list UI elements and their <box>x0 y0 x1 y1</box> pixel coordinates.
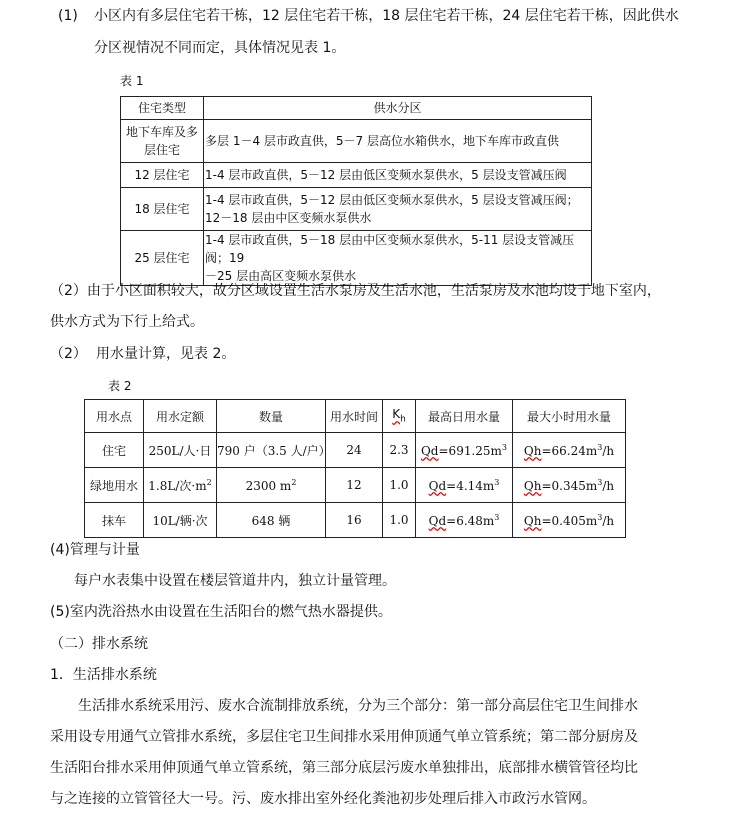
para6-line1: 生活排水系统采用污、废水合流制排放系统，分为三个部分：第一部分高层住宅卫生间排水 <box>78 698 638 714</box>
cell-time: 16 <box>326 503 383 538</box>
table-row <box>85 468 626 503</box>
cell-quota <box>144 468 217 503</box>
cell-hourly <box>513 433 626 468</box>
table-cell-type: 18 层住宅 <box>121 188 204 231</box>
para2-line2: 供水方式为下行上给式。 <box>50 314 204 330</box>
cell-qty: 648 辆 <box>217 503 326 538</box>
qh-label: Qh <box>523 478 542 493</box>
qd-value: =691.25m <box>438 443 502 458</box>
qd-label: Qd <box>428 513 447 528</box>
cell-quota: 250L/人·日 <box>144 433 217 468</box>
unit-sup: 2 <box>206 477 212 487</box>
table-row <box>121 163 592 188</box>
table-cell-desc <box>204 188 592 231</box>
para4-heading: (4)管理与计量 <box>50 542 140 558</box>
qh-label: Qh <box>523 513 542 528</box>
qd-label: Qd <box>428 478 447 493</box>
cell-daily <box>416 503 513 538</box>
table1-caption: 表 1 <box>120 74 144 88</box>
cell-point: 住宅 <box>85 433 144 468</box>
table-row <box>121 120 592 163</box>
cell-line: 12－18 层由中区变频水泵供水 <box>205 211 372 225</box>
qh-value: =0.345m <box>541 478 598 493</box>
qd-value: =6.48m <box>446 513 495 528</box>
table-cell-type: 12 层住宅 <box>121 163 204 188</box>
cell-k: 1.0 <box>383 503 416 538</box>
cell-k: 1.0 <box>383 468 416 503</box>
table-row <box>85 503 626 538</box>
cell-time: 24 <box>326 433 383 468</box>
header-daily: 最高日用水量 <box>416 400 513 433</box>
header-time: 用水时间 <box>326 400 383 433</box>
unit-sup: 3 <box>494 512 500 522</box>
cell-point: 绿地用水 <box>85 468 144 503</box>
table-cell-type <box>121 120 204 163</box>
cell-daily <box>416 433 513 468</box>
para4-text: 每户水表集中设置在楼层管道井内，独立计量管理。 <box>74 573 396 589</box>
cell-time: 12 <box>326 468 383 503</box>
table-header-row <box>85 400 626 433</box>
para1-number: (1) <box>58 8 78 24</box>
qh-value: =0.405m <box>541 513 598 528</box>
para1-line1: 小区内有多层住宅若干栋，12 层住宅若干栋，18 层住宅若干栋，24 层住宅若干栋，因此供水 <box>94 8 679 24</box>
qty-value: 2300 m <box>245 478 292 493</box>
header-point: 用水点 <box>85 400 144 433</box>
qh-unit: /h <box>602 443 615 458</box>
para2-line1: （2）由于小区面积较大，故分区域设置生活水泵房及生活水池，生活泵房及水池均设于地下室内， <box>50 283 661 299</box>
cell-hourly <box>513 468 626 503</box>
table1-header-type: 住宅类型 <box>121 97 204 120</box>
unit-sup: 3 <box>494 477 500 487</box>
table-row <box>121 188 592 231</box>
unit-sup: 3 <box>597 477 603 487</box>
header-k <box>383 400 416 433</box>
unit-sup: 2 <box>291 477 297 487</box>
table-row <box>85 433 626 468</box>
qh-unit: /h <box>602 478 615 493</box>
cell-quota: 10L/辆·次 <box>144 503 217 538</box>
cell-daily <box>416 468 513 503</box>
table2-caption: 表 2 <box>108 379 132 393</box>
section-heading: （二）排水系统 <box>50 636 148 652</box>
table1-header-zone: 供水分区 <box>204 97 592 120</box>
cell-line: 1-4 层市政直供，5－12 层由低区变频水泵供水，5 层设支管减压阀； <box>205 193 579 207</box>
cell-qty: 790 户（3.5 人/户） <box>217 433 326 468</box>
k-main: K <box>392 407 401 422</box>
table-cell-desc <box>204 231 592 286</box>
table-cell-desc: 1-4 层市政直供，5－12 层由低区变频水泵供水，5 层设支管减压阀 <box>204 163 592 188</box>
cell-line: 层住宅 <box>143 143 180 157</box>
cell-line: －25 层由高区变频水泵供水 <box>205 269 357 283</box>
qh-label: Qh <box>523 443 542 458</box>
unit-sup: 3 <box>597 442 603 452</box>
qh-unit: /h <box>602 513 615 528</box>
para3-number: （2） <box>50 346 87 362</box>
para6-line3: 生活阳台排水采用伸顶通气单立管系统，第三部分底层污废水单独排出，底部排水横管管径均比 <box>50 760 638 776</box>
quota-value: 1.8L/次·m <box>148 478 207 493</box>
qh-value: =66.24m <box>541 443 598 458</box>
header-hourly: 最大小时用水量 <box>513 400 626 433</box>
table1 <box>120 96 592 286</box>
table-cell-type: 25 层住宅 <box>121 231 204 286</box>
unit-sup: 3 <box>501 442 508 452</box>
cell-qty <box>217 468 326 503</box>
table2 <box>84 399 626 538</box>
header-qty: 数量 <box>217 400 326 433</box>
cell-k: 2.3 <box>383 433 416 468</box>
table-row <box>121 231 592 286</box>
unit-sup: 3 <box>597 512 603 522</box>
para1-line2: 分区视情况不同而定，具体情况见表 1。 <box>94 40 346 56</box>
cell-hourly <box>513 503 626 538</box>
cell-line: 地下车库及多 <box>125 125 198 139</box>
k-sub: h <box>400 414 406 425</box>
table-cell-desc: 多层 1－4 层市政直供，5－7 层高位水箱供水，地下车库市政直供 <box>204 120 592 163</box>
para6-line4: 与之连接的立管管径大一号。污、废水排出室外经化粪池初步处理后排入市政污水管网。 <box>50 791 596 807</box>
header-quota: 用水定额 <box>144 400 217 433</box>
para6-line2: 采用设专用通气立管排水系统，多层住宅卫生间排水采用伸顶通气单立管系统；第二部分厨房及 <box>50 729 638 745</box>
para3-text: 用水量计算，见表 2。 <box>96 346 236 362</box>
table-header-row <box>121 97 592 120</box>
para5-text: (5)室内洗浴热水由设置在生活阳台的燃气热水器提供。 <box>50 604 392 620</box>
qd-label: Qd <box>420 443 439 458</box>
subsection-heading: 1．生活排水系统 <box>50 667 157 683</box>
cell-line: 1-4 层市政直供，5－18 层由中区变频水泵供水，5-11 层设支管减压阀；19 <box>205 233 575 265</box>
qd-value: =4.14m <box>446 478 495 493</box>
cell-point: 抹车 <box>85 503 144 538</box>
